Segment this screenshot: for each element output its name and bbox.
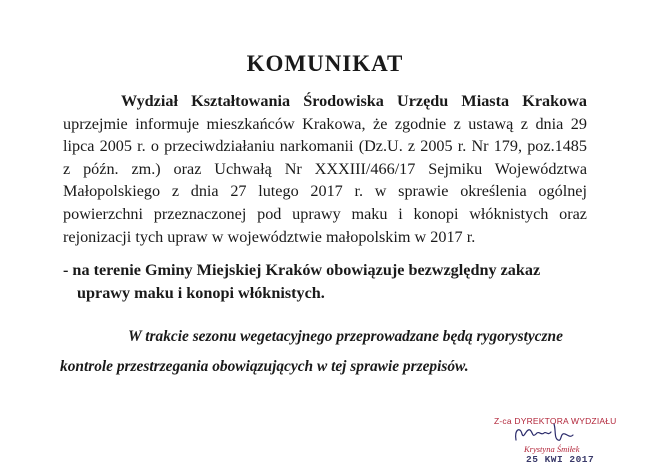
notice-line-2: uprawy maku i konopi włóknistych. (77, 283, 325, 302)
italic-line-2: kontrole przestrzegania obowiązujących w tej sprawie przepisów. (60, 358, 469, 375)
document-title: KOMUNIKAT (246, 51, 404, 76)
body-line-2: uprzejmie informuje mieszkańców Krakowa, że zgodnie z ustawą z dnia 29 (63, 114, 587, 133)
body-line-6: powierzchni przeznaczonej pod uprawy maku i konopi włóknistych oraz (63, 204, 587, 223)
body-line-7: rejonizacji tych upraw w województwie małopolskim w 2017 r. (63, 227, 476, 246)
body-line-4: z późn. zm.) oraz Uchwałą Nr XXXIII/466/17 Sejmiku Województwa (63, 159, 587, 178)
body-paragraph (63, 90, 587, 248)
body-line-3: lipca 2005 r. o przeciwdziałaniu narkomanii (Dz.U. z 2005 r. Nr 179, poz.1485 (63, 137, 587, 156)
stamp-date: 25 KWI 2017 (526, 454, 595, 465)
signature-icon (510, 420, 580, 446)
body-line-1: Wydział Kształtowania Środowiska Urzędu Miasta Krakowa (121, 92, 587, 110)
stamp-name: Krystyna Śmiłek (524, 444, 580, 454)
official-stamp (488, 406, 638, 464)
italic-line-1: W trakcie sezonu wegetacyjnego przeprowadzane będą rygorystyczne (128, 328, 563, 345)
notice-paragraph (63, 259, 593, 304)
stamp-title: Z-ca DYREKTORA WYDZIAŁU (494, 416, 617, 426)
body-line-5: Małopolskiego z dnia 27 lutego 2017 r. w sprawie określenia ogólnej (63, 182, 587, 201)
notice-line-1: - na terenie Gminy Miejskiej Kraków obowiązuje bezwzględny zakaz (63, 261, 541, 279)
